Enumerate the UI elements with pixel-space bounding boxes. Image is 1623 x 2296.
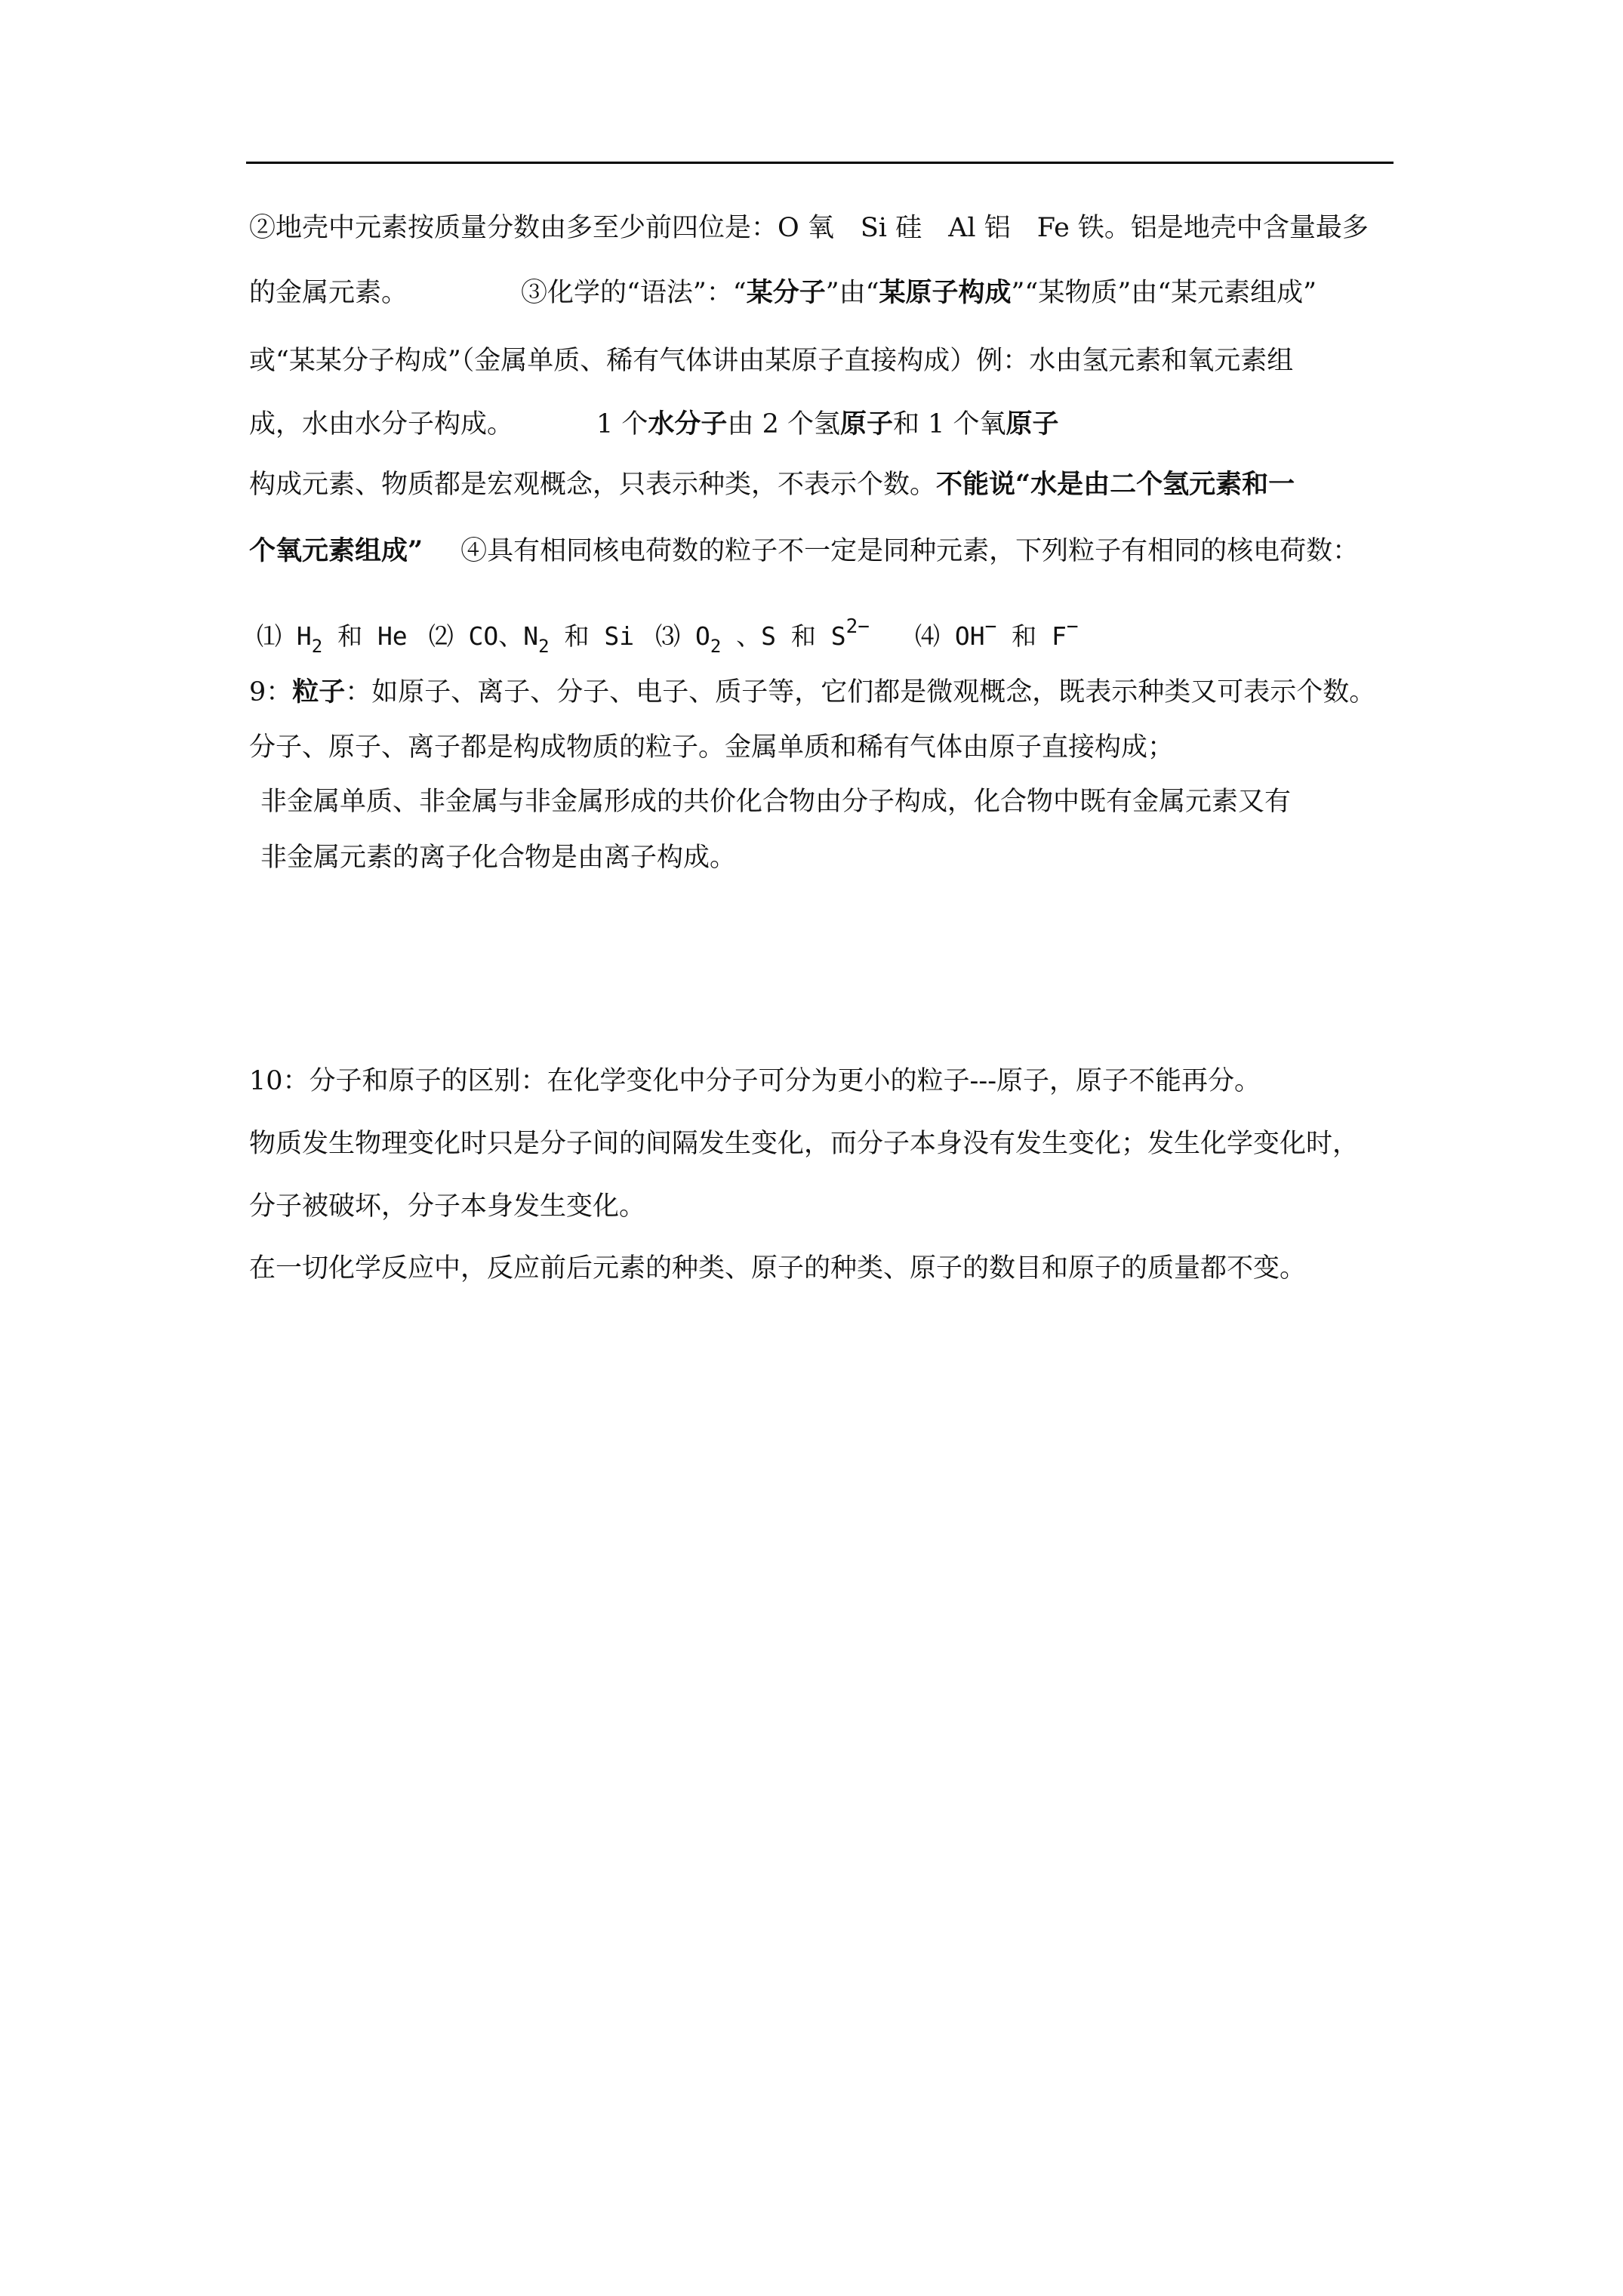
superscript: − (984, 615, 997, 638)
text-span: ③化学的“语法”：“ (521, 278, 747, 308)
formula-item: 和 F (996, 621, 1067, 651)
text-span: 或“某某分子构成”（金属单质、稀有气体讲由某原子直接构成）例：水由氢元素和氧元素组 (249, 346, 1294, 376)
superscript: − (1066, 615, 1079, 638)
text-line (249, 1252, 1306, 1285)
formula-item: ⑴ H (257, 621, 312, 651)
subscript: 2 (538, 636, 550, 657)
text-bold: 水分子 (648, 408, 728, 439)
text-bold: 某分子 (746, 277, 826, 308)
text-line (260, 841, 736, 874)
text-bold: 粒子 (292, 676, 346, 707)
text-span: ：如原子、离子、分子、电子、质子等，它们都是微观概念，既表示种类又可表示个数。 (345, 677, 1376, 707)
text-line (249, 344, 1293, 378)
subscript: 2 (311, 636, 323, 657)
formula-item: 和 Si (549, 621, 635, 651)
text-span: ②地壳中元素按质量分数由多至少前四位是：O 氧 Si 硅 Al 铝 Fe 铁。铝是地壳中含量最多 (249, 213, 1369, 243)
subscript: 2 (710, 636, 722, 657)
text-span: 分子被破坏，分子本身发生变化。 (249, 1191, 646, 1222)
text-bold: 个氧元素组成” (249, 535, 423, 566)
text-span: 9： (249, 677, 293, 707)
text-line (249, 211, 1369, 245)
formula-item: 、S 和 S (721, 621, 846, 651)
text-span: 分子、原子、离子都是构成物质的粒子。金属单质和稀有气体由原子直接构成； (249, 732, 1175, 763)
text-span: ”由“ (825, 278, 879, 308)
text-span: 的金属元素。 (249, 278, 408, 308)
formula-item: ⑶ O (655, 621, 710, 651)
text-line (249, 276, 1317, 310)
superscript: 2− (845, 615, 870, 638)
text-line (249, 535, 1359, 568)
formula-line (257, 610, 1079, 663)
text-span: 构成元素、物质都是宏观概念，只表示种类，不表示个数。 (249, 470, 937, 500)
text-bold: 某原子构成 (879, 277, 1012, 308)
text-line (249, 468, 1295, 501)
text-line (249, 1190, 645, 1223)
text-bold: 原子 (1006, 408, 1059, 439)
text-bold: 原子 (839, 408, 893, 439)
text-span: 由 2 个氢 (727, 409, 840, 439)
text-span: ”“ (1011, 278, 1039, 308)
text-span: 成，水由水分子构成。 (249, 409, 514, 439)
formula-item: ⑵ CO、N (428, 621, 539, 651)
text-span: 非金属单质、非金属与非金属形成的共价化合物由分子构成，化合物中既有金属元素又有 (260, 787, 1292, 817)
text-span: 在一切化学反应中，反应前后元素的种类、原子的种类、原子的数目和原子的质量都不变。 (249, 1253, 1307, 1284)
header-rule (246, 162, 1394, 164)
text-line (260, 785, 1291, 818)
text-span: 10：分子和原子的区别：在化学变化中分子可分为更小的粒子---原子，原子不能再分。 (249, 1066, 1261, 1096)
text-span: 1 个 (596, 409, 648, 439)
text-span: 物质发生物理变化时只是分子间的间隔发生变化，而分子本身没有发生变化；发生化学变化时， (249, 1129, 1360, 1159)
text-span: 非金属元素的离子化合物是由离子构成。 (260, 843, 737, 873)
text-bold: 不能说“水是由二个氢元素和一 (936, 469, 1295, 500)
text-span: 和 1 个氧 (892, 409, 1006, 439)
text-span: ”由“ (1117, 278, 1172, 308)
text-span: 某物质 (1038, 278, 1118, 308)
text-line (249, 1127, 1359, 1160)
text-line (249, 1065, 1261, 1098)
text-line (249, 676, 1375, 709)
text-line (249, 408, 1059, 441)
text-span: ” (1303, 278, 1317, 308)
text-span: 某元素组成 (1171, 278, 1304, 308)
formula-item: ⑷ OH (914, 621, 985, 651)
text-line (249, 731, 1174, 764)
text-span: ④具有相同核电荷数的粒子不一定是同种元素，下列粒子有相同的核电荷数： (460, 536, 1360, 566)
formula-item: 和 He (322, 621, 408, 651)
